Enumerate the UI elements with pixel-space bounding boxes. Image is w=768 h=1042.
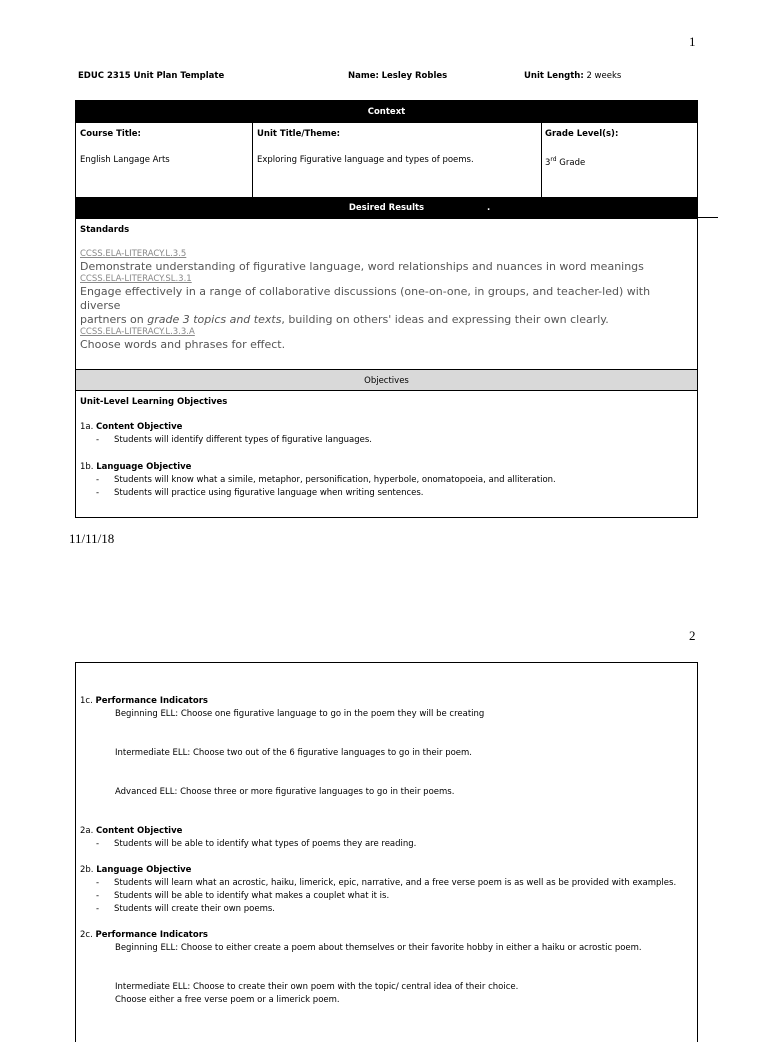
standard-code-link[interactable]: CCSS.ELA-LITERACY.L.3.5 [80, 249, 187, 259]
unit-length-label: Unit Length: [524, 71, 584, 81]
list-item: - Students will learn what an acrostic, haiku, limerick, epic, narrative, and a free verse poem is as well as be provided with examples. [96, 878, 677, 888]
list-item-text: Students will identify different types of figurative languages. [114, 435, 372, 445]
standards-list [80, 249, 692, 352]
standard-text-part: , building on others' ideas and expressing their own clearly. [281, 313, 609, 326]
footer-date: 11/11/18 [69, 531, 115, 546]
unit-length-value: 2 weeks [586, 71, 622, 81]
list-item-text: Students will be able to identify what makes a couplet what it is. [114, 891, 390, 901]
grade-number: 3 [545, 157, 551, 168]
grade-level-label: Grade Level(s): [545, 129, 619, 139]
objective-title: Language Objective [96, 865, 192, 875]
grade-word: Grade [556, 157, 586, 168]
unit-length [524, 71, 621, 81]
objective-title: Performance Indicators [95, 930, 208, 940]
desired-results-bar [76, 197, 697, 219]
grade-suffix: rd [550, 156, 557, 163]
objective-prefix: 2b. [80, 865, 97, 875]
objective-prefix: 2a. [80, 826, 97, 836]
column-divider [541, 123, 542, 197]
list-item: - Students will be able to identify what types of poems they are reading. [96, 839, 417, 849]
list-item-text: Students will practice using figurative language when writing sentences. [114, 488, 424, 498]
standard-text [80, 313, 692, 327]
objective-2a-heading [80, 825, 182, 838]
unit-plan-table [75, 100, 698, 518]
standard-code-link[interactable]: CCSS.ELA-LITERACY.SL.3.1 [80, 274, 192, 284]
course-title-value: English Langage Arts [80, 155, 170, 165]
objective-2b-heading [80, 864, 191, 877]
name-label: Name: [348, 71, 379, 81]
objective-prefix: 1a. [80, 422, 97, 432]
objective-prefix: 1b. [80, 462, 97, 472]
list-item: - Students will be able to identify what makes a couplet what it is. [96, 891, 390, 901]
beginning-ell-2c: Beginning ELL: Choose to either create a poem about themselves or their favorite hobby in either a haiku or acrostic poem. [115, 943, 642, 953]
unit-title-label: Unit Title/Theme: [257, 129, 341, 139]
standard-text: Demonstrate understanding of figurative language, word relationships and nuances in word meanings [80, 260, 644, 273]
standard-text: Engage effectively in a range of collaborative discussions (one-on-one, in groups, and teacher-led) with diverse [80, 285, 651, 312]
performance-1c-heading [80, 695, 208, 708]
context-bar: Context [76, 101, 697, 123]
list-item: - Students will know what a simile, metaphor, personification, hyperbole, onomatopoeia, and alliteration. [96, 475, 556, 485]
list-item-text: Students will be able to identify what types of poems they are reading. [114, 839, 417, 849]
standard-text-part: partners on [80, 313, 148, 326]
objective-title: Content Objective [96, 422, 183, 432]
objective-prefix: 1c. [80, 696, 96, 706]
intermediate-ell-2c: Intermediate ELL: Choose to create their own poem with the topic/ central idea of their choice. [115, 982, 519, 992]
grade-level-value [545, 154, 585, 169]
course-title-label: Course Title: [80, 129, 141, 139]
standard-text-italic: grade 3 topics and texts [147, 313, 282, 326]
intermediate-ell-1c: Intermediate ELL: Choose two out of the 6 figurative languages to go in their poem. [115, 748, 472, 758]
column-divider [252, 123, 253, 197]
list-item: - Students will create their own poems. [96, 904, 275, 914]
objective-title: Content Objective [96, 826, 183, 836]
template-title: EDUC 2315 Unit Plan Template [78, 71, 225, 81]
beginning-ell-1c: Beginning ELL: Choose one figurative language to go in the poem they will be creating [115, 709, 485, 719]
advanced-ell-1c: Advanced ELL: Choose three or more figurative languages to go in their poems. [115, 787, 455, 797]
author-name [348, 71, 447, 81]
objectives-bar: Objectives [76, 369, 697, 391]
list-item: - Students will practice using figurative language when writing sentences. [96, 488, 424, 498]
list-item-text: Students will learn what an acrostic, haiku, limerick, epic, narrative, and a free verse poem is as well as be provided with examples. [114, 878, 677, 888]
objective-1b-heading [80, 461, 191, 474]
objective-title: Performance Indicators [95, 696, 208, 706]
performance-2c-heading [80, 929, 208, 942]
objective-1a-heading [80, 421, 182, 434]
unit-title-value: Exploring Figurative language and types of poems. [257, 155, 474, 165]
objective-title: Language Objective [96, 462, 192, 472]
list-item-text: Students will know what a simile, metaphor, personification, hyperbole, onomatopoeia, and alliteration. [114, 475, 556, 485]
objective-prefix: 2c. [80, 930, 96, 940]
unit-level-objectives-title: Unit-Level Learning Objectives [80, 397, 228, 407]
page-number: 2 [689, 628, 696, 643]
list-item: - Students will identify different types of figurative languages. [96, 435, 372, 445]
bar-dot: . [487, 203, 491, 213]
page-number: 1 [689, 34, 696, 49]
standard-text: Choose words and phrases for effect. [80, 338, 286, 351]
intermediate-ell-2c-continued: Choose either a free verse poem or a limerick poem. [115, 995, 340, 1005]
margin-line [698, 217, 718, 218]
unit-plan-table-continued [75, 662, 698, 1042]
desired-results-title: Desired Results [348, 203, 425, 213]
standard-code-link[interactable]: CCSS.ELA-LITERACY.L.3.3.A [80, 327, 195, 337]
name-value: Lesley Robles [381, 71, 448, 81]
standards-label: Standards [80, 225, 130, 235]
list-item-text: Students will create their own poems. [114, 904, 275, 914]
